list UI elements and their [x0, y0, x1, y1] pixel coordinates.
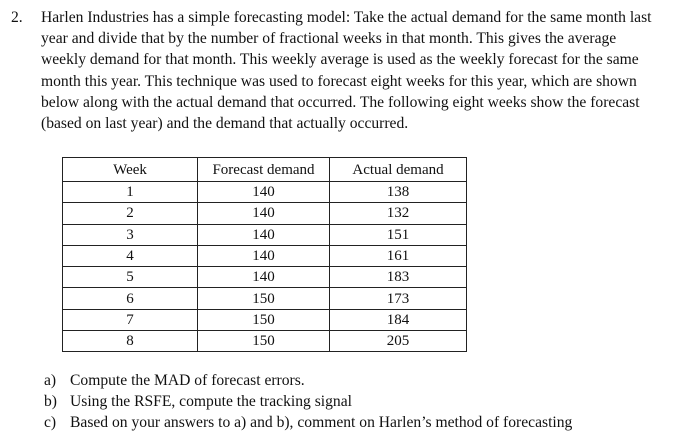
demand-table: [62, 157, 467, 352]
cell-week: 3: [63, 224, 198, 245]
cell-forecast: 150: [198, 288, 330, 309]
question-item: [44, 391, 572, 412]
problem-text: [41, 7, 691, 134]
cell-week: 1: [63, 182, 198, 203]
cell-week: 7: [63, 309, 198, 330]
table-row: [63, 182, 467, 203]
cell-actual: 132: [330, 203, 467, 224]
cell-week: 8: [63, 331, 198, 352]
cell-actual: 205: [330, 331, 467, 352]
cell-actual: 183: [330, 267, 467, 288]
header-week: Week: [63, 158, 198, 182]
cell-week: 4: [63, 245, 198, 266]
problem-line: Harlen Industries has a simple forecasting model: Take the actual demand for the same month last: [41, 9, 652, 26]
cell-forecast: 140: [198, 245, 330, 266]
problem-line: year and divide that by the number of fractional weeks in that month. This gives the average: [41, 30, 617, 48]
question-label: a): [44, 372, 57, 389]
question-list: [44, 370, 572, 434]
problem-line: (based on last year) and the demand that actually occurred.: [41, 115, 409, 133]
problem-line: weekly demand for that month. This weekly average is used as the weekly forecast for the same: [41, 51, 639, 69]
cell-actual: 173: [330, 288, 467, 309]
problem-line: month this year. This technique was used to forecast eight weeks for this year, which are shown: [41, 72, 637, 90]
cell-week: 6: [63, 288, 198, 309]
cell-week: 5: [63, 267, 198, 288]
table-header-row: [63, 158, 467, 182]
cell-actual: 151: [330, 224, 467, 245]
cell-actual: 184: [330, 309, 467, 330]
table-row: [63, 331, 467, 352]
question-item: [44, 370, 572, 391]
question-item: [44, 412, 572, 433]
question-label: b): [44, 393, 57, 411]
cell-forecast: 150: [198, 331, 330, 352]
cell-forecast: 140: [198, 224, 330, 245]
table-row: [63, 203, 467, 224]
problem-statement: [11, 7, 691, 134]
question-text: Compute the MAD of forecast errors.: [70, 372, 305, 389]
question-text: Using the RSFE, compute the tracking signal: [70, 393, 352, 411]
table-row: [63, 267, 467, 288]
header-forecast-demand: Forecast demand: [198, 158, 330, 182]
cell-forecast: 150: [198, 309, 330, 330]
cell-forecast: 140: [198, 267, 330, 288]
cell-actual: 161: [330, 245, 467, 266]
question-label: c): [44, 414, 57, 432]
header-actual-demand: Actual demand: [330, 158, 467, 182]
table-row: [63, 309, 467, 330]
cell-forecast: 140: [198, 182, 330, 203]
table-row: [63, 224, 467, 245]
table-row: [63, 288, 467, 309]
table-row: [63, 245, 467, 266]
question-text: Based on your answers to a) and b), comment on Harlen’s method of forecasting: [70, 414, 573, 432]
cell-forecast: 140: [198, 203, 330, 224]
cell-week: 2: [63, 203, 198, 224]
cell-actual: 138: [330, 182, 467, 203]
problem-line: below along with the actual demand that occurred. The following eight weeks show the forecast: [41, 93, 640, 111]
problem-number: 2.: [11, 9, 23, 26]
